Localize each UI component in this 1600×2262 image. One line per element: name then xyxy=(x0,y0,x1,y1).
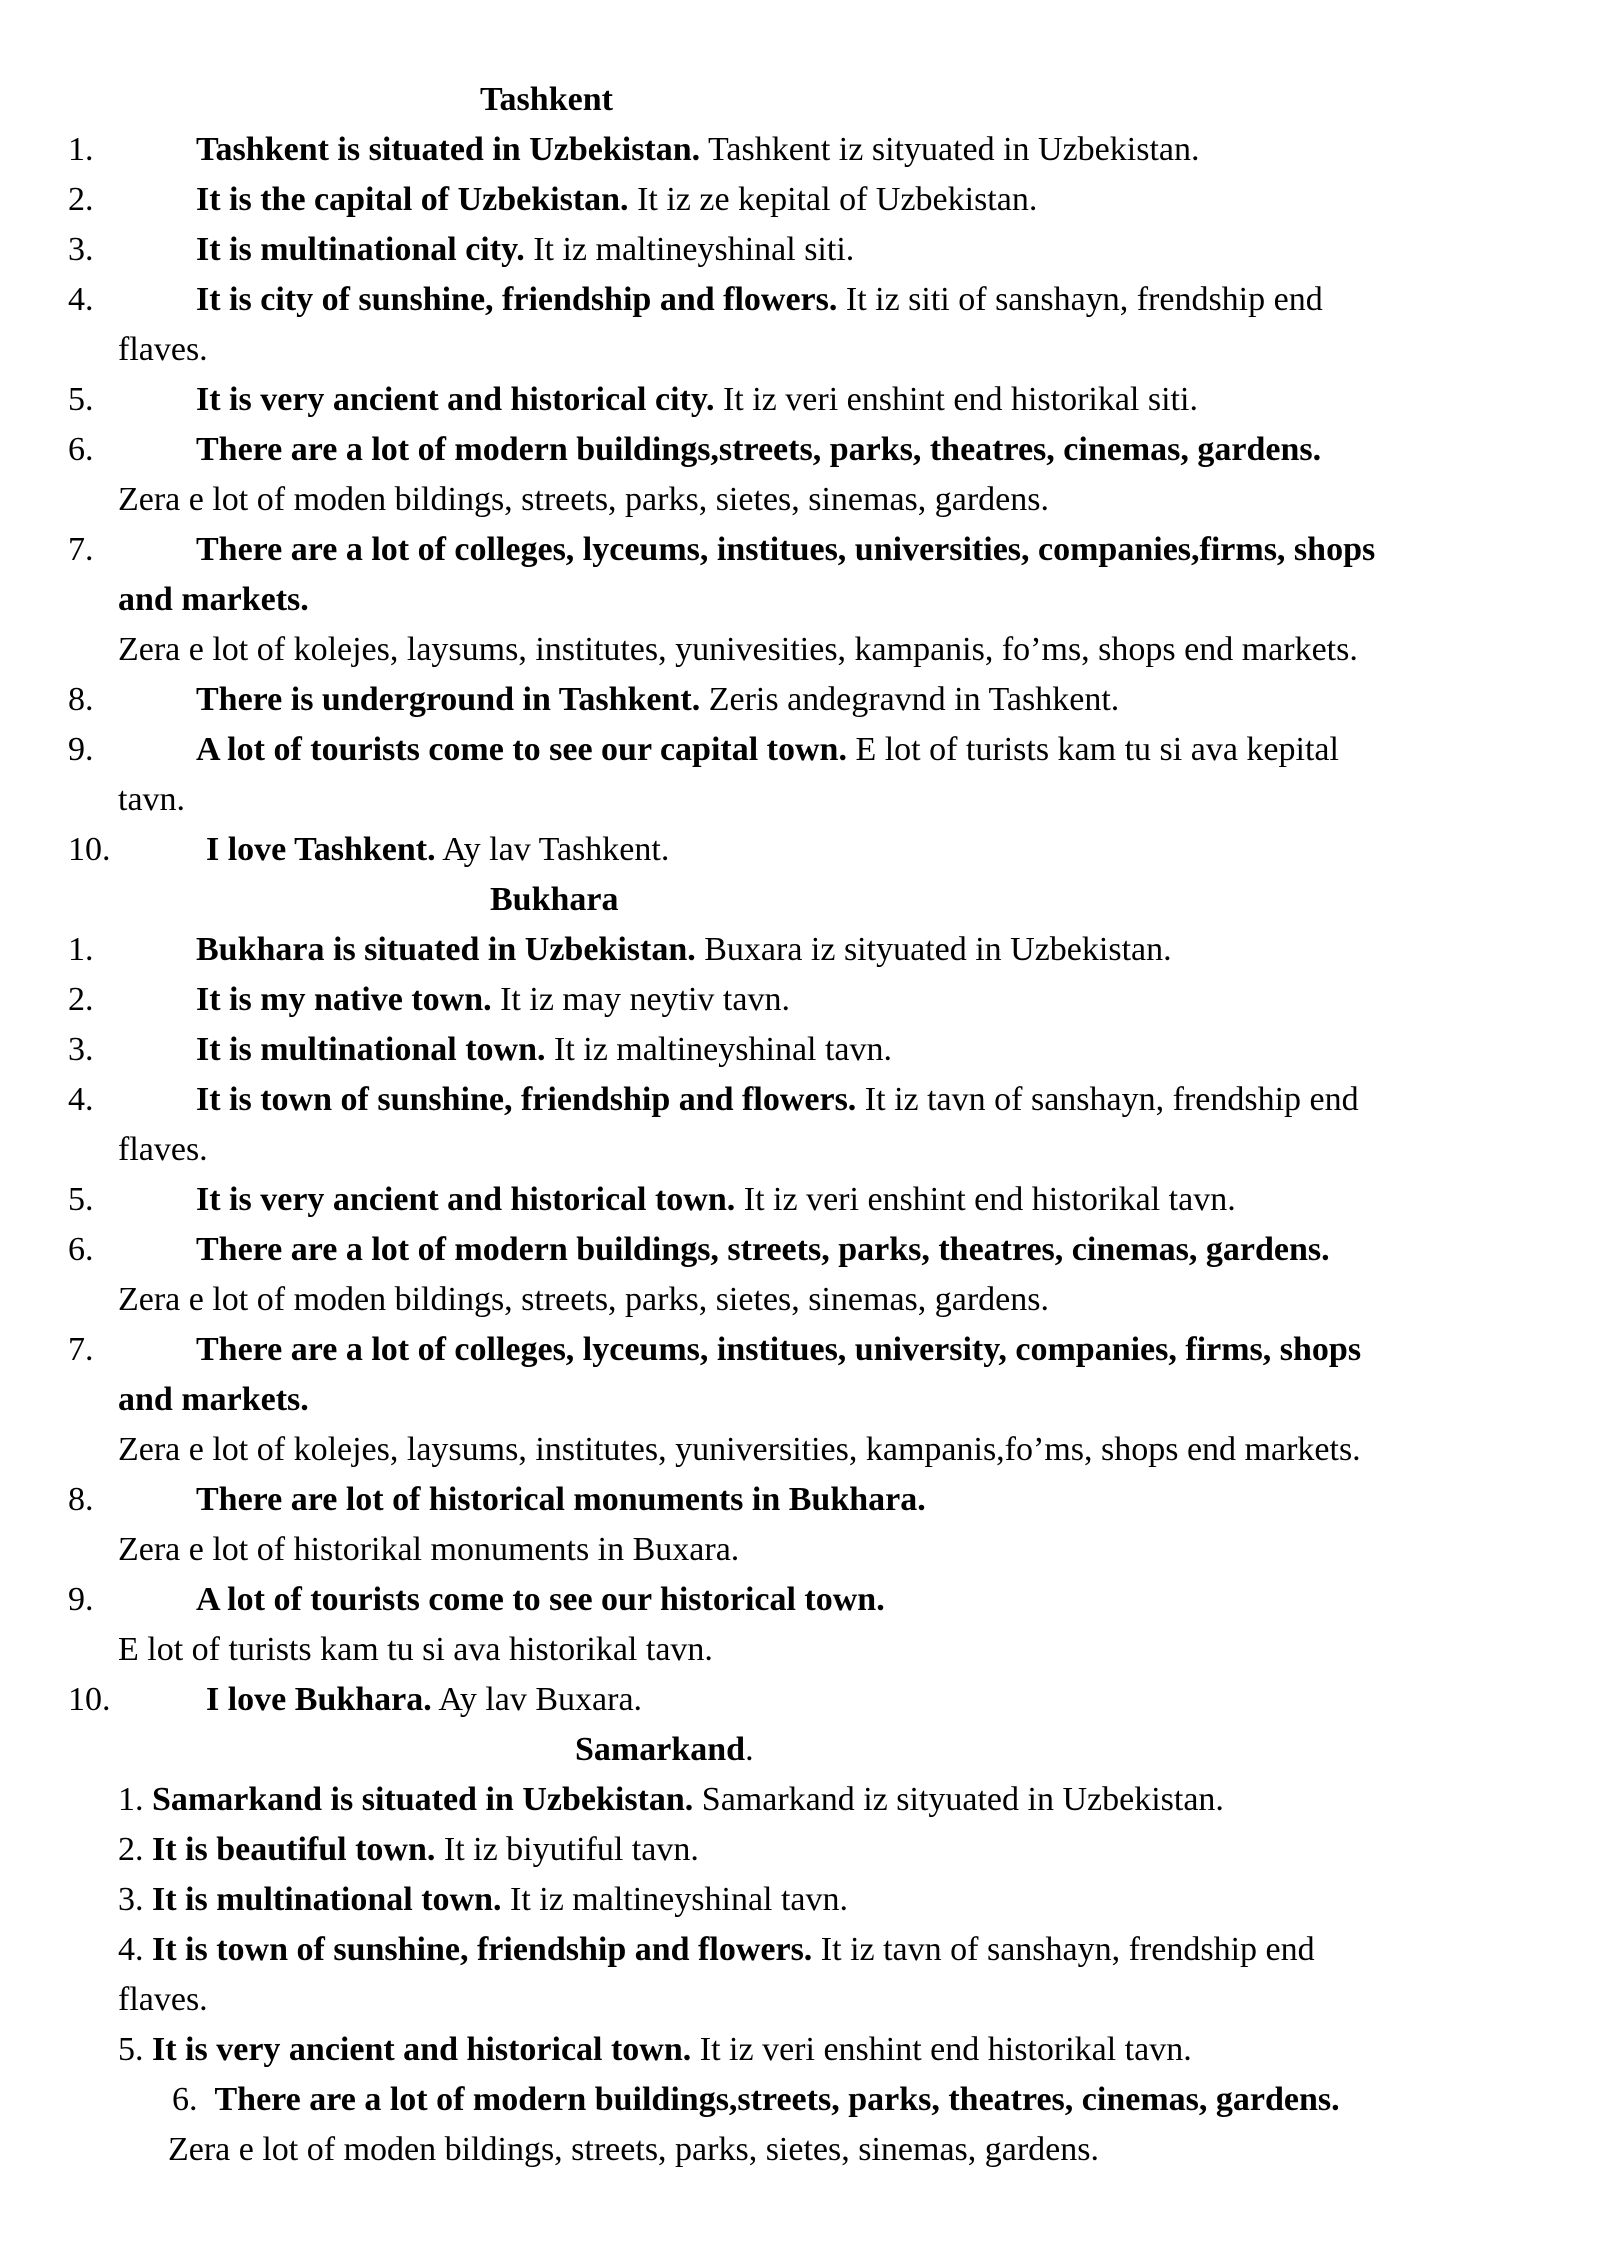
item-continuation: Zera e lot of kolejes, laysums, institutes, yuniversities, kampanis,fo’ms, shops end markets. xyxy=(118,1431,1361,1468)
list-item xyxy=(172,2075,1340,2125)
item-transcription: It iz veri enshint end historikal tavn. xyxy=(735,1181,1236,1218)
item-number: 10. xyxy=(68,1681,111,1718)
item-number: 2. xyxy=(68,981,94,1018)
item-continuation: Zera e lot of moden bildings, streets, parks, sietes, sinemas, gardens. xyxy=(168,2131,1099,2168)
item-transcription: Ay lav Buxara. xyxy=(431,1681,643,1718)
item-number: 2. xyxy=(68,181,94,218)
item-transcription: It iz tavn of sanshayn, frendship end xyxy=(812,1931,1315,1968)
item-transcription: Ay lav Tashkent. xyxy=(435,831,670,868)
item-number: 3. xyxy=(68,1031,94,1068)
item-number: 7. xyxy=(68,1331,94,1368)
item-english: It is city of sunshine, friendship and flowers. xyxy=(196,281,838,318)
item-transcription: E lot of turists kam tu si ava kepital xyxy=(846,731,1339,768)
item-continuation-bold: and markets. xyxy=(118,581,309,618)
item-english: Samarkand is situated in Uzbekistan. xyxy=(152,1781,694,1818)
item-english: There are a lot of modern buildings,streets, parks, theatres, cinemas, gardens. xyxy=(196,431,1322,468)
item-number: 3. xyxy=(68,231,94,268)
item-english: Bukhara is situated in Uzbekistan. xyxy=(196,931,696,968)
item-english: There are a lot of colleges, lyceums, institues, universities, companies,firms, shops xyxy=(196,531,1376,568)
section-title-tashkent: Tashkent xyxy=(480,81,613,118)
item-transcription: Zeris andegravnd in Tashkent. xyxy=(700,681,1120,718)
item-number: 5. xyxy=(118,2031,144,2068)
item-number: 6. xyxy=(172,2081,198,2118)
item-english: I love Bukhara. xyxy=(206,1681,432,1718)
item-transcription: It iz may neytiv tavn. xyxy=(491,981,790,1018)
item-continuation: Zera e lot of moden bildings, streets, parks, sietes, sinemas, gardens. xyxy=(118,481,1049,518)
item-number: 4. xyxy=(68,1081,94,1118)
item-english: It is town of sunshine, friendship and flowers. xyxy=(196,1081,857,1118)
item-english: I love Tashkent. xyxy=(206,831,436,868)
list-item xyxy=(118,2025,1192,2075)
list-item xyxy=(118,1825,699,1875)
item-continuation: tavn. xyxy=(118,781,186,818)
item-transcription: It iz maltineyshinal tavn. xyxy=(545,1031,893,1068)
item-transcription: It iz tavn of sanshayn, frendship end xyxy=(856,1081,1359,1118)
item-transcription: It iz maltineyshinal siti. xyxy=(524,231,855,268)
item-english: It is multinational city. xyxy=(196,231,525,268)
item-english: It is very ancient and historical city. xyxy=(196,381,715,418)
item-number: 2. xyxy=(118,1831,144,1868)
item-continuation: E lot of turists kam tu si ava historikal tavn. xyxy=(118,1631,713,1668)
item-continuation: Zera e lot of kolejes, laysums, institutes, yunivesities, kampanis, fo’ms, shops end markets. xyxy=(118,631,1358,668)
list-item xyxy=(118,1875,848,1925)
item-number: 4. xyxy=(68,281,94,318)
item-english: It is very ancient and historical town. xyxy=(196,1181,736,1218)
item-english: A lot of tourists come to see our historical town. xyxy=(196,1581,885,1618)
item-number: 9. xyxy=(68,731,94,768)
item-english: There are lot of historical monuments in Bukhara. xyxy=(196,1481,926,1518)
item-number: 1. xyxy=(118,1781,144,1818)
item-transcription: It iz ze kepital of Uzbekistan. xyxy=(628,181,1038,218)
item-number: 10. xyxy=(68,831,111,868)
item-continuation: flaves. xyxy=(118,331,208,368)
item-transcription: It iz biyutiful tavn. xyxy=(435,1831,699,1868)
section-title-bukhara: Bukhara xyxy=(490,881,619,918)
item-transcription: It iz maltineyshinal tavn. xyxy=(501,1881,849,1918)
item-english: It is town of sunshine, friendship and flowers. xyxy=(152,1931,813,1968)
item-continuation-bold: and markets. xyxy=(118,1381,309,1418)
item-english: It is beautiful town. xyxy=(152,1831,436,1868)
item-number: 9. xyxy=(68,1581,94,1618)
item-english: There is underground in Tashkent. xyxy=(196,681,701,718)
item-transcription: Buxara iz sityuated in Uzbekistan. xyxy=(695,931,1172,968)
item-number: 5. xyxy=(68,1181,94,1218)
item-english: Tashkent is situated in Uzbekistan. xyxy=(196,131,701,168)
item-number: 8. xyxy=(68,1481,94,1518)
item-number: 1. xyxy=(68,931,94,968)
item-number: 1. xyxy=(68,131,94,168)
list-item xyxy=(118,1925,1315,1975)
item-english: It is very ancient and historical town. xyxy=(152,2031,692,2068)
item-number: 6. xyxy=(68,1231,94,1268)
item-english: It is multinational town. xyxy=(152,1881,502,1918)
item-english: It is the capital of Uzbekistan. xyxy=(196,181,629,218)
item-number: 7. xyxy=(68,531,94,568)
item-english: There are a lot of colleges, lyceums, institues, university, companies, firms, shops xyxy=(196,1331,1362,1368)
item-number: 5. xyxy=(68,381,94,418)
item-english: There are a lot of modern buildings, streets, parks, theatres, cinemas, gardens. xyxy=(196,1231,1330,1268)
item-transcription: It iz siti of sanshayn, frendship end xyxy=(837,281,1323,318)
item-continuation: flaves. xyxy=(118,1131,208,1168)
item-transcription: Samarkand iz sityuated in Uzbekistan. xyxy=(693,1781,1224,1818)
item-number: 3. xyxy=(118,1881,144,1918)
item-english: It is my native town. xyxy=(196,981,492,1018)
item-continuation: flaves. xyxy=(118,1981,208,2018)
item-transcription: It iz veri enshint end historikal tavn. xyxy=(691,2031,1192,2068)
item-english: It is multinational town. xyxy=(196,1031,546,1068)
item-number: 6. xyxy=(68,431,94,468)
item-english: A lot of tourists come to see our capital town. xyxy=(196,731,847,768)
item-english: There are a lot of modern buildings,streets, parks, theatres, cinemas, gardens. xyxy=(214,2081,1340,2118)
item-continuation: Zera e lot of moden bildings, streets, parks, sietes, sinemas, gardens. xyxy=(118,1281,1049,1318)
item-number: 8. xyxy=(68,681,94,718)
list-item xyxy=(118,1775,1224,1825)
item-transcription: Tashkent iz sityuated in Uzbekistan. xyxy=(700,131,1200,168)
item-transcription: It iz veri enshint end historikal siti. xyxy=(714,381,1198,418)
section-title-samarkand: Samarkand. xyxy=(575,1731,754,1768)
item-number: 4. xyxy=(118,1931,144,1968)
item-continuation: Zera e lot of historikal monuments in Buxara. xyxy=(118,1531,740,1568)
